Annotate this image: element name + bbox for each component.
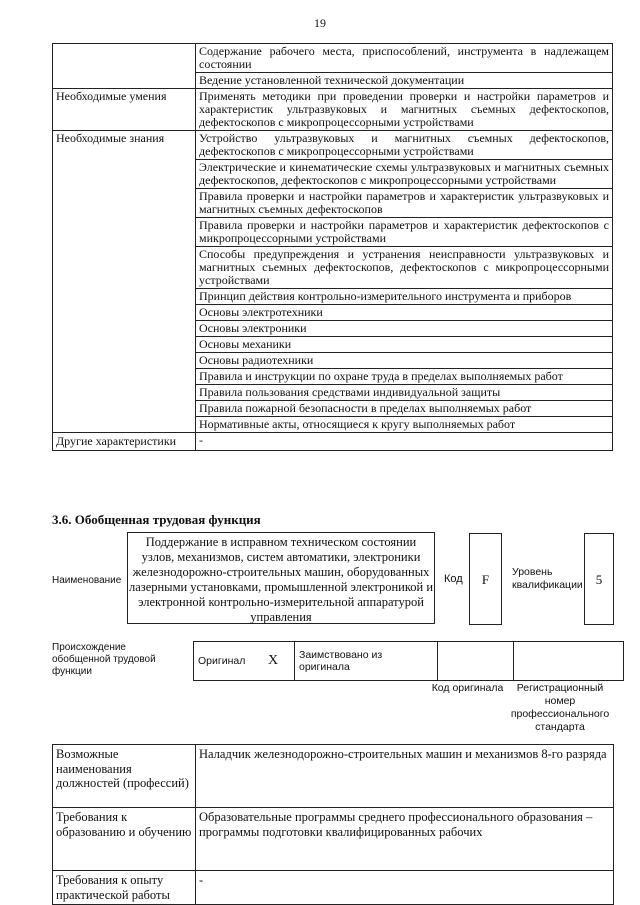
row-label [53, 44, 196, 89]
knowledge-row [53, 131, 613, 160]
row-value: Основы электроники [196, 321, 613, 337]
row-label: Необходимые знания [53, 131, 196, 433]
requirement-label: Возможные наименования должностей (профессий) [53, 745, 196, 808]
requirement-value: Образовательные программы среднего профессионального образования – программы подготовки квалифицированных рабочих [196, 808, 614, 871]
origin-code-caption: Код оригинала [431, 682, 504, 694]
origin-label [52, 642, 172, 678]
row-value: Правила и инструкции по охране труда в пределах выполняемых работ [196, 369, 613, 385]
requirement-value: - [196, 871, 614, 905]
row-value: Применять методики при проведении проверки и настройки параметров и характеристик ультразвуковых и магнитных съемных дефектоскопов, дефектоскопов с микропроцессорными устройствами [196, 89, 613, 131]
continued-row [53, 44, 613, 73]
row-value: Ведение установленной технической документации [196, 73, 613, 89]
competency-table [52, 43, 613, 451]
row-value: Основы электротехники [196, 305, 613, 321]
row-value: - [196, 433, 613, 451]
row-value: Правила проверки и настройки параметров и характеристик ультразвуковых и магнитных съемных дефектоскопов [196, 189, 613, 218]
other-characteristics-row [53, 433, 613, 451]
original-mark: X [258, 642, 295, 681]
code-label: Код [444, 573, 463, 585]
row-label: Необходимые умения [53, 89, 196, 131]
qualification-level-box: 5 [584, 533, 614, 625]
origin-table [193, 641, 624, 681]
row-value: Электрические и кинематические схемы ультразвуковых и магнитных съемных дефектоскопов, дефектоскопов с микропроцессорными устройствами [196, 160, 613, 189]
requirements-table [52, 744, 614, 905]
page-number: 19 [314, 16, 326, 30]
row-label: Другие характеристики [53, 433, 196, 451]
row-value: Содержание рабочего места, приспособлений, инструмента в надлежащем состоянии [196, 44, 613, 73]
origin-code-cell [438, 642, 514, 681]
requirement-row [53, 871, 614, 905]
section-title: 3.6. Обобщенная трудовая функция [52, 512, 261, 527]
borrowed-label: Заимствовано из оригинала [295, 642, 438, 681]
row-value: Способы предупреждения и устранения неисправности ультразвуковых и магнитных съемных дефектоскопов, дефектоскопов с микропроцессорными устройствами [196, 247, 613, 289]
row-value: Правила пользования средствами индивидуальной защиты [196, 385, 613, 401]
qualification-level-label [512, 566, 583, 592]
row-value: Основы механики [196, 337, 613, 353]
row-value: Правила проверки и настройки параметров и характеристик дефектоскопов с микропроцессорными устройствами [196, 218, 613, 247]
requirement-value: Наладчик железнодорожно-строительных машин и механизмов 8-го разряда [196, 745, 614, 808]
name-label: Наименование [52, 575, 122, 586]
requirement-label: Требования к образованию и обучению [53, 808, 196, 871]
original-label: Оригинал [194, 642, 259, 681]
requirement-row [53, 745, 614, 808]
row-value: Устройство ультразвуковых и магнитных съемных дефектоскопов, дефектоскопов с микропроцессорными устройствами [196, 131, 613, 160]
qualification-level-label-text: Уровень квалификации [512, 566, 583, 591]
row-value: Нормативные акты, относящиеся к кругу выполняемых работ [196, 417, 613, 433]
reg-number-cell [514, 642, 624, 681]
row-value: Основы радиотехники [196, 353, 613, 369]
skills-row [53, 89, 613, 131]
requirement-row [53, 808, 614, 871]
requirement-label: Требования к опыту практической работы [53, 871, 196, 905]
code-box: F [469, 533, 502, 625]
row-value: Принцип действия контрольно-измерительного инструмента и приборов [196, 289, 613, 305]
origin-label-text: Происхождение обобщенной трудовой функции [52, 642, 156, 677]
reg-number-caption: Регистрационный номер профессионального стандарта [510, 682, 610, 733]
row-value: Правила пожарной безопасности в пределах выполняемых работ [196, 401, 613, 417]
function-name-box: Поддержание в исправном техническом состоянии узлов, механизмов, систем автоматики, электроники железнодорожно-строительных машин, оборудованных лазерными установками, промышленной электроникой и электронной контрольно-измерительной аппаратурой управления [127, 532, 435, 624]
